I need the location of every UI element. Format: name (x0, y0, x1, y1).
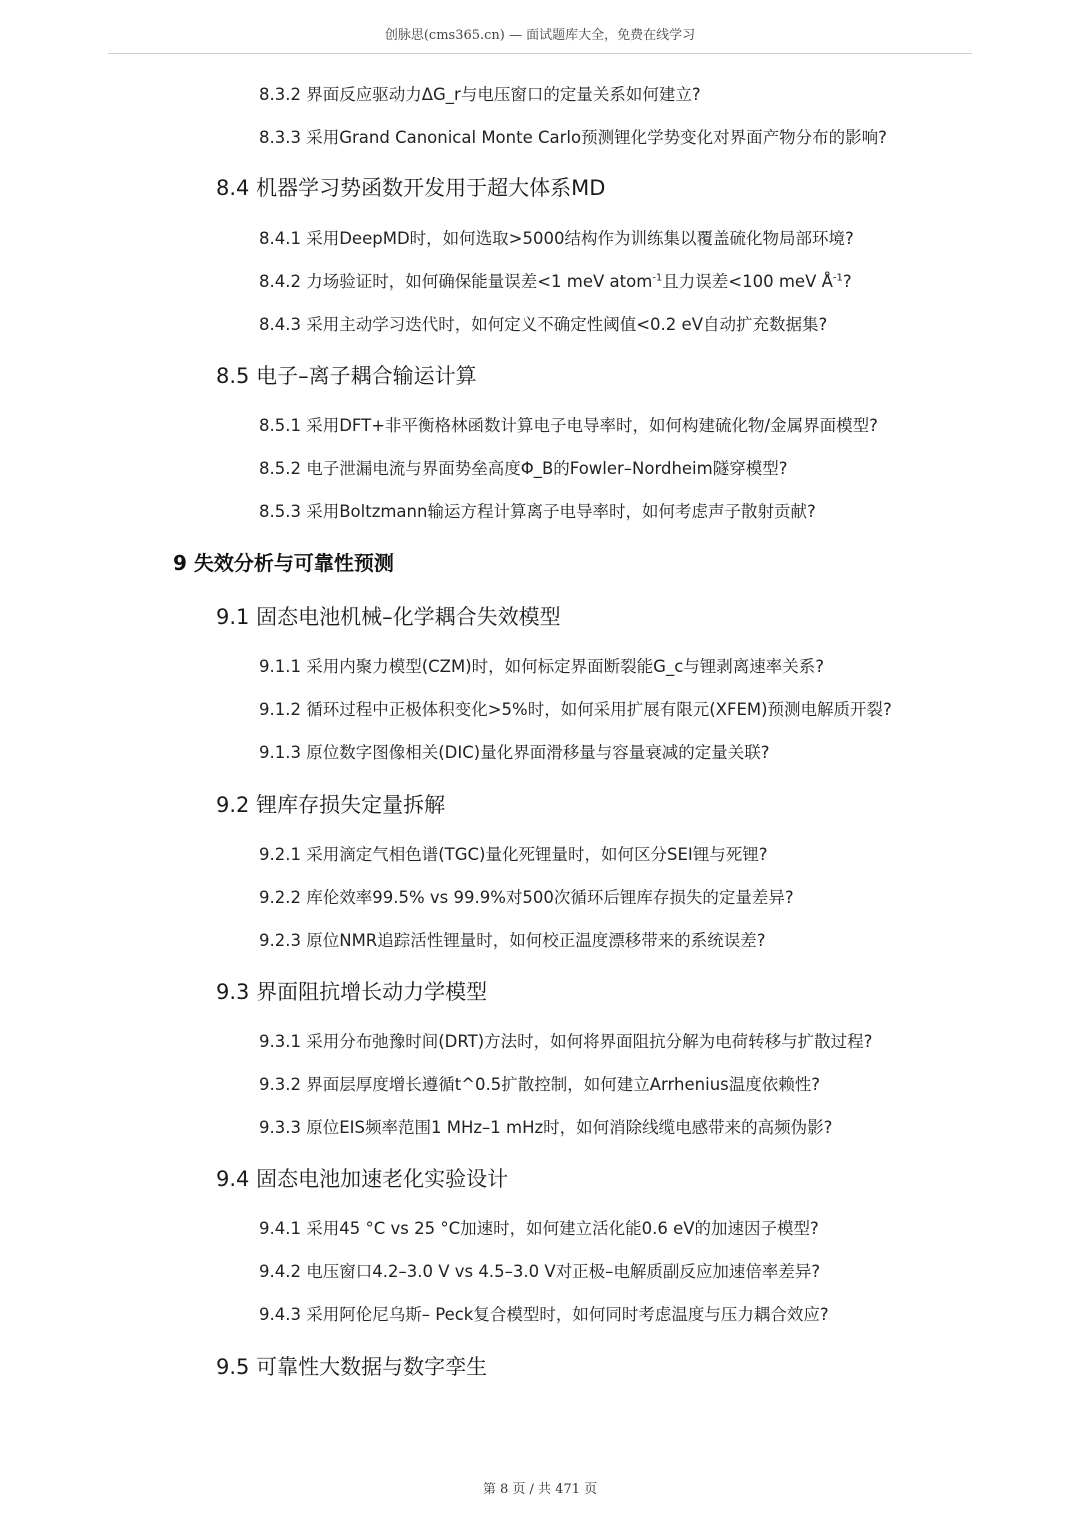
toc-section-9-2[interactable]: 9.2 锂库存损失定量拆解 (216, 793, 446, 817)
toc-section-8-4[interactable]: 8.4 机器学习势函数开发用于超大体系MD (216, 176, 606, 200)
toc-item-8-4-2[interactable] (259, 270, 852, 294)
toc-section-9-4[interactable]: 9.4 固态电池加速老化实验设计 (216, 1167, 509, 1191)
toc-item-9-4-2[interactable]: 9.4.2 电压窗口4.2–3.0 V vs 4.5–3.0 V对正极–电解质副反应加速倍率差异? (259, 1262, 821, 1281)
toc-item-9-1-2[interactable]: 9.1.2 循环过程中正极体积变化>5%时，如何采用扩展有限元(XFEM)预测电解质开裂? (259, 700, 892, 719)
toc-item-9-1-3[interactable]: 9.1.3 原位数字图像相关(DIC)量化界面滑移量与容量衰减的定量关联? (259, 743, 770, 762)
toc-item-9-4-3[interactable]: 9.4.3 采用阿伦尼乌斯– Peck复合模型时，如何同时考虑温度与压力耦合效应? (259, 1305, 829, 1324)
toc-item-8-3-3[interactable]: 8.3.3 采用Grand Canonical Monte Carlo预测锂化学势变化对界面产物分布的影响? (259, 128, 887, 147)
superscript-minus-one: -1 (832, 272, 843, 284)
toc-item-8-5-3[interactable]: 8.5.3 采用Boltzmann输运方程计算离子电导率时，如何考虑声子散射贡献? (259, 502, 816, 521)
toc-item-9-2-3[interactable]: 9.2.3 原位NMR追踪活性锂量时，如何校正温度漂移带来的系统误差? (259, 931, 766, 950)
superscript-minus-one: -1 (652, 272, 663, 284)
toc-item-8-4-1[interactable]: 8.4.1 采用DeepMD时，如何选取>5000结构作为训练集以覆盖硫化物局部环境? (259, 229, 854, 248)
toc-chapter-9[interactable]: 9 失效分析与可靠性预测 (173, 551, 394, 575)
toc-item-9-3-2[interactable]: 9.3.2 界面层厚度增长遵循t^0.5扩散控制，如何建立Arrhenius温度依赖性? (259, 1075, 820, 1094)
toc-item-8-3-2[interactable]: 8.3.2 界面反应驱动力ΔG_r与电压窗口的定量关系如何建立? (259, 85, 701, 104)
toc-item-9-4-1[interactable]: 9.4.1 采用45 °C vs 25 °C加速时，如何建立活化能0.6 eV的加速因子模型? (259, 1219, 819, 1238)
header-title: 创脉思(cms365.cn) — 面试题库大全，免费在线学习 (384, 28, 696, 43)
toc-section-9-1[interactable]: 9.1 固态电池机械–化学耦合失效模型 (216, 605, 561, 629)
toc-item-8-4-2-part2: 且力误差<100 meV Å (662, 272, 833, 291)
toc-section-9-3[interactable]: 9.3 界面阻抗增长动力学模型 (216, 980, 488, 1004)
page-number: 第 8 页 / 共 471 页 (482, 1482, 598, 1497)
toc-item-9-2-1[interactable]: 9.2.1 采用滴定气相色谱(TGC)量化死锂量时，如何区分SEI锂与死锂? (259, 845, 768, 864)
toc-section-8-5[interactable]: 8.5 电子–离子耦合输运计算 (216, 364, 477, 388)
toc-item-8-4-2-part1: 8.4.2 力场验证时，如何确保能量误差<1 meV atom (259, 272, 653, 291)
toc-item-9-1-1[interactable]: 9.1.1 采用内聚力模型(CZM)时，如何标定界面断裂能G_c与锂剥离速率关系? (259, 657, 825, 676)
toc-section-9-5[interactable]: 9.5 可靠性大数据与数字孪生 (216, 1355, 488, 1379)
toc-item-8-4-3[interactable]: 8.4.3 采用主动学习迭代时，如何定义不确定性阈值<0.2 eV自动扩充数据集? (259, 315, 828, 334)
toc-item-8-4-2-part3: ? (842, 272, 852, 291)
toc-item-8-5-1[interactable]: 8.5.1 采用DFT+非平衡格林函数计算电子电导率时，如何构建硫化物/金属界面模型? (259, 416, 878, 435)
toc-item-9-3-1[interactable]: 9.3.1 采用分布弛豫时间(DRT)方法时，如何将界面阻抗分解为电荷转移与扩散过程? (259, 1032, 873, 1051)
toc-item-9-2-2[interactable]: 9.2.2 库伦效率99.5% vs 99.9%对500次循环后锂库存损失的定量差异? (259, 888, 794, 907)
toc-item-8-5-2[interactable]: 8.5.2 电子泄漏电流与界面势垒高度Φ_B的Fowler–Nordheim隧穿模型? (259, 459, 788, 478)
toc-item-9-3-3[interactable]: 9.3.3 原位EIS频率范围1 MHz–1 mHz时，如何消除线缆电感带来的高频伪影? (259, 1118, 833, 1137)
